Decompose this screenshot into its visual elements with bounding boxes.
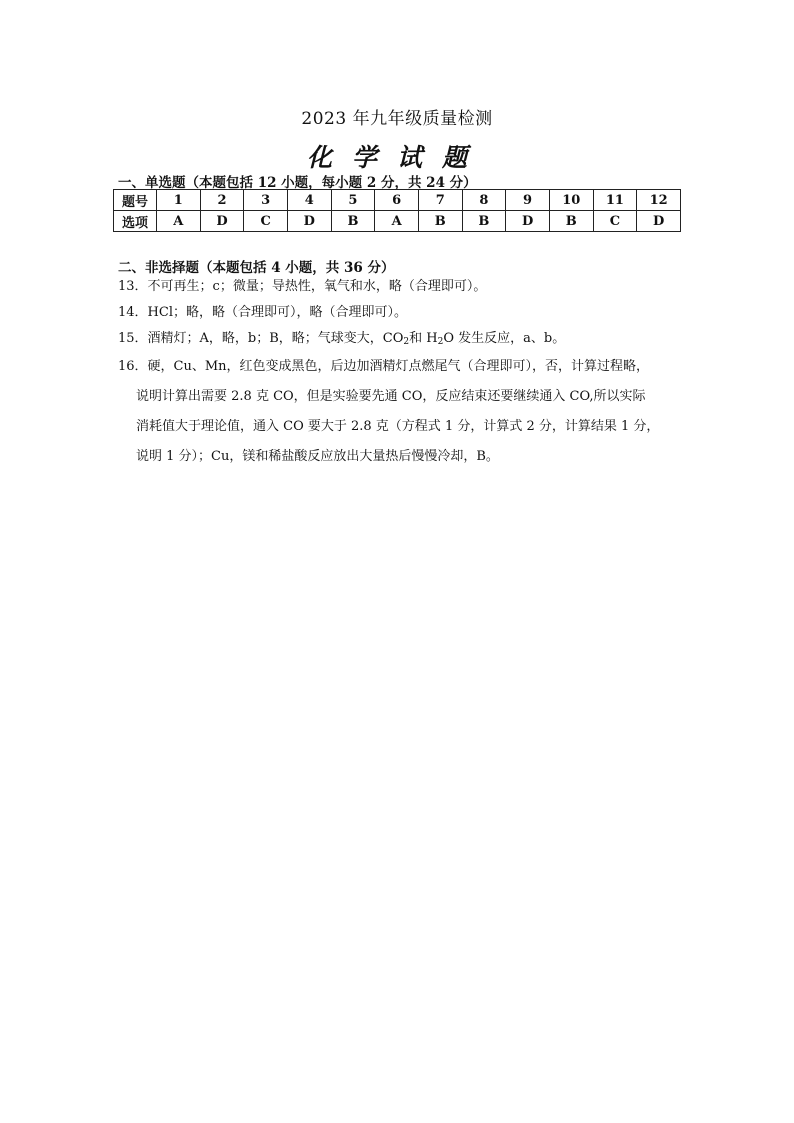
- section-single-choice: [118, 171, 684, 191]
- page-header: [0, 104, 794, 129]
- section-non-choice: [118, 256, 684, 276]
- answer-option-cell: B: [331, 211, 375, 232]
- answer-15-part-c: O 发生反应，a、b。: [443, 331, 566, 346]
- question-number-cell: 7: [418, 190, 462, 211]
- subject-title: 化学试题: [306, 143, 487, 172]
- answer-13: 13．不可再生；c；微量；导热性，氧气和水，略（合理即可）。: [118, 279, 487, 294]
- answer-16: [118, 352, 690, 472]
- question-number-cell: 1: [157, 190, 201, 211]
- answer-15-subscript-2: 2: [437, 337, 444, 347]
- question-number-cell: 9: [506, 190, 550, 211]
- answer-14: 14．HCl；略，略（合理即可），略（合理即可）。: [118, 305, 407, 320]
- table-row-numbers: [114, 190, 681, 211]
- row-label-number: 题号: [114, 190, 157, 211]
- section-heading-single-choice: 一、单选题（本题包括 12 小题，每小题 2 分，共 24 分）: [118, 175, 477, 191]
- question-number-cell: 11: [593, 190, 637, 211]
- answer-option-cell: D: [506, 211, 550, 232]
- answer-option-cell: B: [462, 211, 506, 232]
- answer-table: [113, 189, 681, 232]
- answer-option-cell: D: [200, 211, 244, 232]
- answer-16-line-4: 说明 1 分）；Cu，镁和稀盐酸反应放出大量热后慢慢冷却，B。: [136, 449, 499, 464]
- answer-list: [118, 274, 690, 472]
- question-number-cell: 10: [549, 190, 593, 211]
- answer-16-line-2: 说明计算出需要 2.8 克 CO，但是实验要先通 CO，反应结束还要继续通入 CO,所以实际: [136, 389, 646, 404]
- answer-option-cell: C: [244, 211, 288, 232]
- exam-title: 2023 年九年级质量检测: [301, 109, 493, 129]
- question-number-cell: 4: [287, 190, 331, 211]
- answer-option-cell: B: [418, 211, 462, 232]
- answer-option-cell: B: [549, 211, 593, 232]
- answer-15-part-a: 15．酒精灯；A，略，b；B，略；气球变大，CO: [118, 331, 404, 346]
- answer-16-line-1: 16．硬，Cu、Mn，红色变成黑色，后边加酒精灯点燃尾气（合理即可），否，计算过程略，: [118, 359, 650, 374]
- answer-option-cell: A: [157, 211, 201, 232]
- table-row-options: [114, 211, 681, 232]
- question-number-cell: 5: [331, 190, 375, 211]
- answer-16-line-3: 消耗值大于理论值，通入 CO 要大于 2.8 克（方程式 1 分，计算式 2 分，计算结果 1 分，: [136, 419, 660, 434]
- answer-option-cell: D: [637, 211, 681, 232]
- answer-15-part-b: 和 H: [409, 331, 438, 346]
- question-number-cell: 12: [637, 190, 681, 211]
- question-number-cell: 3: [244, 190, 288, 211]
- answer-15-subscript-1: 2: [403, 337, 410, 347]
- section-heading-non-choice: 二、非选择题（本题包括 4 小题，共 36 分）: [118, 260, 395, 276]
- question-number-cell: 6: [375, 190, 419, 211]
- answer-15: [118, 326, 690, 352]
- answer-option-cell: C: [593, 211, 637, 232]
- question-number-cell: 2: [200, 190, 244, 211]
- question-number-cell: 8: [462, 190, 506, 211]
- answer-option-cell: D: [287, 211, 331, 232]
- row-label-option: 选项: [114, 211, 157, 232]
- answer-option-cell: A: [375, 211, 419, 232]
